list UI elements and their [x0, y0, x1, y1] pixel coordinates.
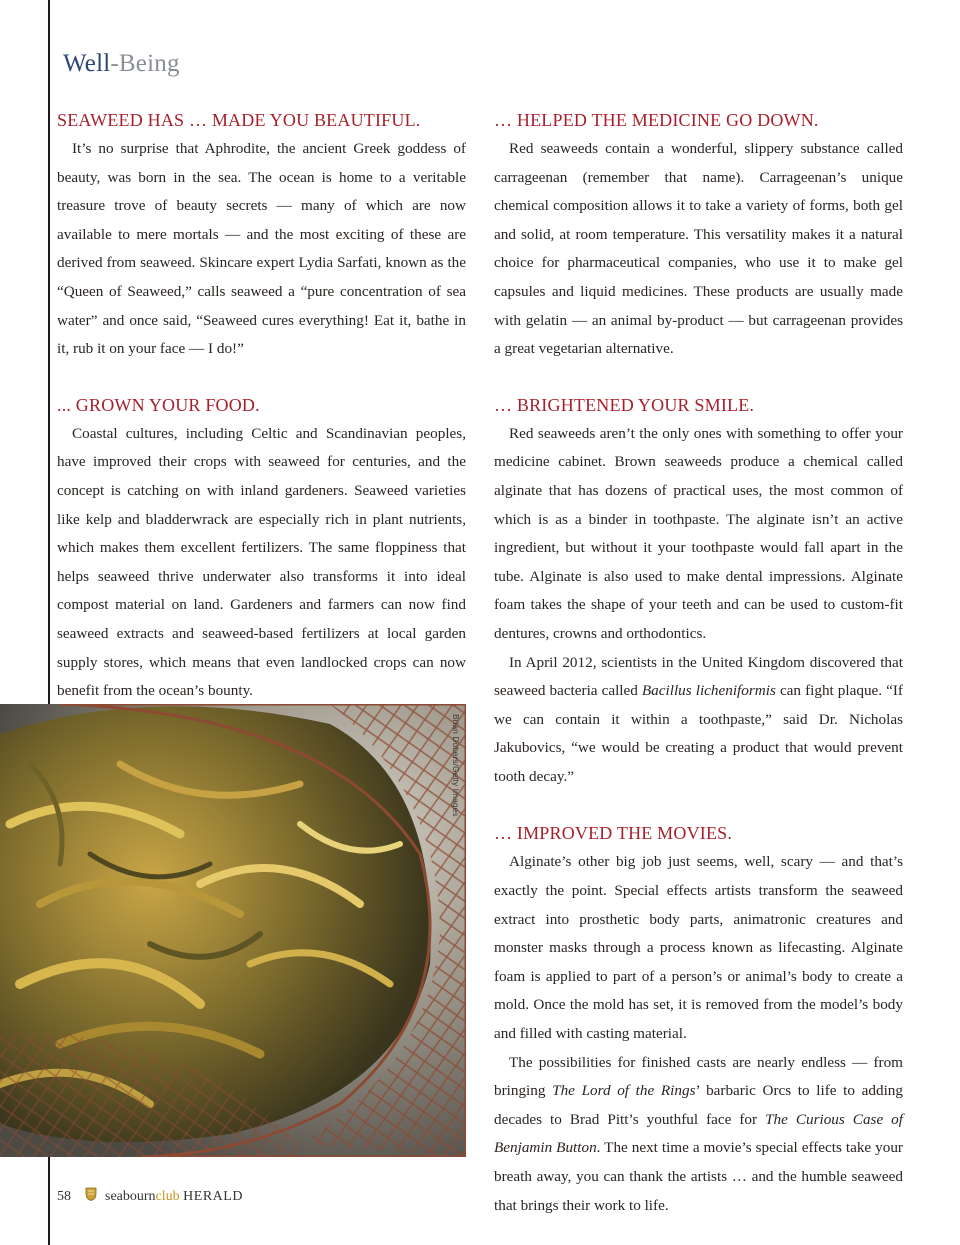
- paragraph-movies-1: Alginate’s other big job just seems, well, scary — and that’s exactly the point. Special effects artists transform the seaweed extract into prosthetic body parts, animatronic creatures and monster masks through a process known as lifecasting. Alginate foam is applied to part of a person’s or animal’s body to create a mold. Once the mold has set, it is removed from the model’s body and filled with casting material.: [494, 853, 903, 1043]
- section-heading-smile: … BRIGHTENED YOUR SMILE.: [494, 394, 755, 415]
- section-label-separator: -: [110, 50, 119, 77]
- shield-crest-icon: [85, 1187, 97, 1206]
- section-heading-movies: … IMPROVED THE MOVIES.: [494, 823, 733, 844]
- section-heading-beautiful: SEAWEED HAS … MADE YOU BEAUTIFUL.: [57, 110, 421, 130]
- page-footer: [57, 1187, 243, 1206]
- paragraph-medicine: Red seaweeds contain a wonderful, slippery substance called carrageenan (remember that name). Carrageenan’s unique chemical composition allows it to take a variety of forms, both gel and solid, at room temperature. This versatility makes it a natural choice for pharmaceutical companies, who use it to make gel capsules and liquid medicines. These products are usually made with gelatin — an animal by-product — but carrageenan provides a great vegetarian alternative.: [494, 140, 903, 358]
- film-title-lotr: The Lord of the Rings: [552, 1082, 696, 1100]
- section-label-word2: Being: [118, 50, 180, 77]
- photo-credit: Brian Dobers/Getty Images: [451, 714, 461, 817]
- paragraph-smile-1: Red seaweeds aren’t the only ones with something to offer your medicine cabinet. Brown seaweeds produce a chemical called alginate that has dozens of practical uses, the most common of which is as a binder in toothpaste. The alginate isn’t an active ingredient, but without it your toothpaste would fall apart in the tube. Alginate is also used to make dental impressions. Alginate foam takes the shape of your teeth and can be used to custom-fit dentures, crowns and orthodontics.: [494, 424, 903, 642]
- paragraph-food: Coastal cultures, including Celtic and Scandinavian peoples, have improved their crops with seaweed for centuries, and the concept is catching on with inland gardeners. Seaweed varieties like kelp and bladderwrack are especially rich in plant nutrients, which makes them excellent fertilizers. The same floppiness that helps seaweed thrive underwater also transforms it into ideal compost material on land. Gardeners and farmers can now find seaweed extracts and seaweed-based fertilizers at local garden supply stores, which means that even landlocked crops can now benefit from the ocean’s bounty.: [57, 424, 466, 700]
- section-heading-food: ... GROWN YOUR FOOD.: [57, 394, 260, 415]
- seaweed-basket-photo: [0, 704, 466, 1157]
- section-label-word1: Well: [63, 50, 111, 77]
- right-column: [494, 106, 903, 1220]
- bacteria-name: Bacillus licheniformis: [641, 682, 776, 700]
- section-label: [63, 50, 180, 78]
- magazine-brand: seabournclub HERALD: [105, 1188, 243, 1204]
- film-title-benjamin-button: The Curious Case of Benjamin Button: [494, 1110, 903, 1157]
- paragraph-movies-2: The possibilities for finished casts are nearly endless — from bringing The Lord of the Rings’ barbaric Orcs to life to adding decades to Brad Pitt’s youthful face for The Curious Case of Benjamin Button. The next time a movie’s special effects take your breath away, you can thank the artists … and the humble seaweed that brings their work to life.: [494, 1053, 903, 1214]
- left-column: [57, 106, 466, 706]
- paragraph-smile-2: In April 2012, scientists in the United Kingdom discovered that seaweed bacteria called Bacillus licheniformis can fight plaque. “If we can contain it within a toothpaste,” said Dr. Nicholas Jakubovics, “we would be creating a product that would prevent tooth decay.”: [494, 653, 903, 785]
- paragraph-beautiful: It’s no surprise that Aphrodite, the ancient Greek goddess of beauty, was born in the sea. The ocean is home to a veritable treasure trove of beauty secrets — many of which are now available to mere mortals — and the most exciting of these are derived from seaweed. Skincare expert Lydia Sarfati, known as the “Queen of Seaweed,” calls seaweed a “pure concentration of sea water” and once said, “Seaweed cures everything! Eat it, bathe in it, rub it on your face — I do!”: [57, 140, 466, 358]
- section-heading-medicine: … HELPED THE MEDICINE GO DOWN.: [494, 110, 819, 130]
- page-number: 58: [57, 1188, 71, 1204]
